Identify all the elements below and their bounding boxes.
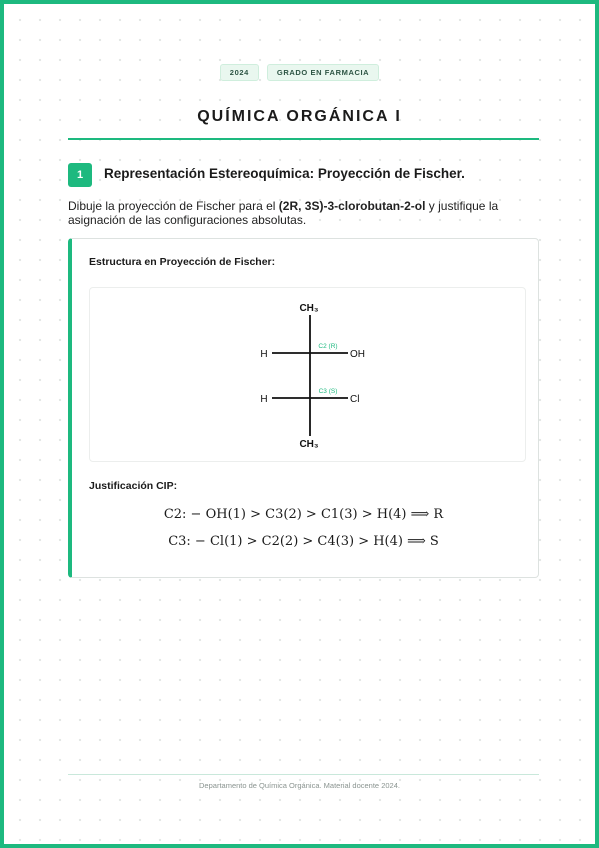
exercise-prompt — [68, 199, 528, 227]
cip-equation-c3: C3: − Cl(1) > C2(2) > C4(3) > H(4) ⟹ S — [168, 534, 439, 549]
prompt-text-after: y justifique la asignación de las configuraciones absolutas. — [68, 199, 499, 227]
fischer-bottom-group: CH₃ — [299, 439, 319, 450]
footer-text: Departamento de Química Orgánica. Material docente 2024. — [199, 781, 400, 790]
section-number-badge: 1 — [68, 163, 92, 187]
justification-heading: Justificación CIP: — [89, 480, 178, 492]
page-title: QUÍMICA ORGÁNICA I — [197, 108, 402, 125]
fischer-c3-label: C3 (S) — [318, 388, 338, 395]
program-tag: GRADO EN FARMACIA — [267, 64, 379, 81]
fischer-c2-left-substituent: H — [260, 349, 268, 360]
title-divider — [68, 138, 539, 140]
structure-heading: Estructura en Proyección de Fischer: — [89, 256, 276, 268]
header-tags — [4, 64, 595, 81]
fischer-c2-label: C2 (R) — [318, 343, 338, 350]
cip-equation-c2: C2: − OH(1) > C3(2) > C1(3) > H(4) ⟹ R — [163, 507, 444, 522]
fischer-c3-right-substituent: Cl — [350, 394, 360, 405]
section-title: Representación Estereoquímica: Proyección de Fischer. — [104, 166, 465, 181]
year-tag: 2024 — [220, 64, 259, 81]
fischer-projection — [90, 288, 527, 463]
fischer-c3-left-substituent: H — [260, 394, 268, 405]
prompt-compound-name: (2R, 3S)-3-clorobutan-2-ol — [278, 199, 426, 213]
fischer-diagram-box — [89, 287, 526, 462]
footer-divider — [68, 774, 539, 775]
fischer-top-group: CH₃ — [299, 303, 319, 314]
prompt-text-before: Dibuje la proyección de Fischer para el — [68, 199, 279, 213]
fischer-c2-right-substituent: OH — [350, 349, 365, 360]
